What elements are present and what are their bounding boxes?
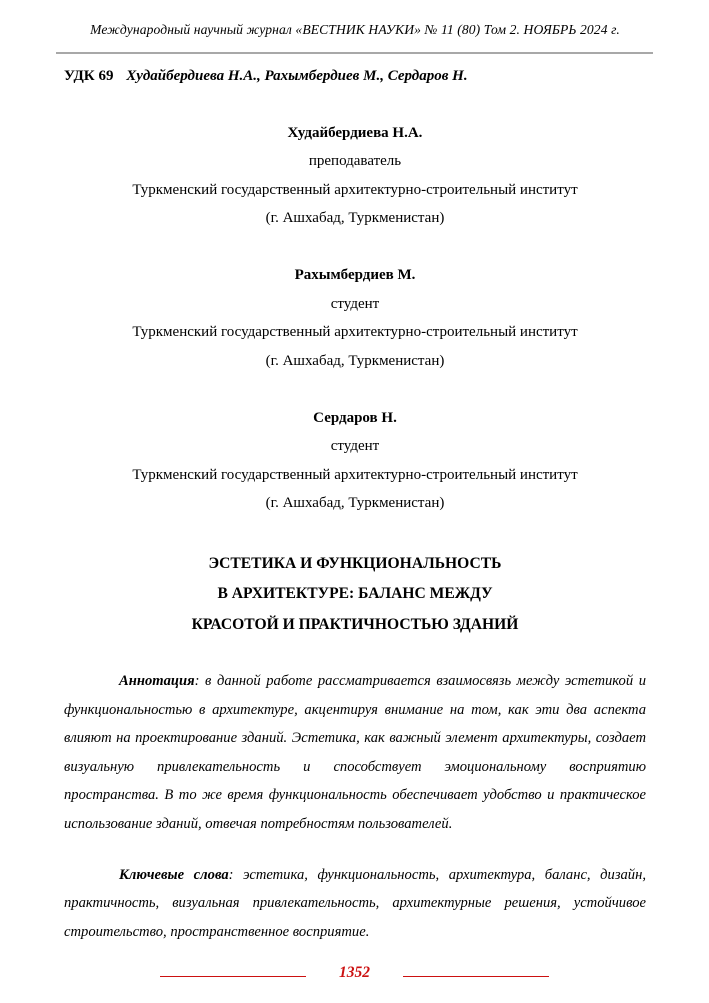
author-block-3 xyxy=(64,404,646,518)
footer-rule-left xyxy=(160,976,306,977)
article-title-line-2: В АРХИТЕКТУРЕ: БАЛАНС МЕЖДУ xyxy=(217,585,493,602)
author-role: преподаватель xyxy=(308,153,402,169)
author-affiliation: Туркменский государственный архитектурно-строительный институт xyxy=(132,466,578,483)
udk-label: УДК 69 xyxy=(64,68,114,84)
author-block-1 xyxy=(64,119,646,233)
abstract-label: Аннотация xyxy=(119,673,195,689)
author-location: (г. Ашхабад, Туркменистан) xyxy=(265,210,445,226)
keywords-text: : эстетика, функциональность, архитектура, баланс, дизайн, практичность, визуальная привлекательность, архитектурные решения, устойчивое строительство, пространственное восприятие. xyxy=(64,866,646,940)
page-number: 1352 xyxy=(339,964,370,981)
journal-header-line: Международный научный журнал «ВЕСТНИК НАУКИ» № 11 (80) Том 2. НОЯБРЬ 2024 г. xyxy=(90,22,620,37)
author-name: Сердаров Н. xyxy=(313,409,397,426)
article-title-line-1: ЭСТЕТИКА И ФУНКЦИОНАЛЬНОСТЬ xyxy=(208,554,502,572)
author-location: (г. Ашхабад, Туркменистан) xyxy=(265,352,445,369)
keywords-label: Ключевые слова xyxy=(119,866,229,883)
abstract-paragraph xyxy=(64,667,646,839)
keywords-paragraph xyxy=(64,861,646,947)
author-role: студент xyxy=(330,295,380,312)
author-name: Рахымбердиев М. xyxy=(294,267,416,283)
author-role: студент xyxy=(330,438,380,454)
article-title-line-3: КРАСОТОЙ И ПРАКТИЧНОСТЬЮ ЗДАНИЙ xyxy=(191,615,519,633)
author-affiliation: Туркменский государственный архитектурно-строительный институт xyxy=(132,324,578,340)
author-name: Худайбердиева Н.А. xyxy=(287,124,423,141)
udk-authors-inline: Худайбердиева Н.А., Рахымбердиев М., Сердаров Н. xyxy=(126,68,468,84)
author-location: (г. Ашхабад, Туркменистан) xyxy=(265,495,445,511)
page-footer xyxy=(0,964,709,982)
abstract-text: : в данной работе рассматривается взаимосвязь между эстетикой и функциональностью в архитектуре, акцентируя внимание на том, как эти два аспекта влияют на проектирование зданий. Эстетика, как важный элемент архитектуры, создает визуальную привлекательность и способствует эмоциональному восприятию пространства. В то же время функциональность обеспечивает удобство и практическое использование зданий, отвечая потребностям пользователей. xyxy=(64,673,646,832)
author-block-2 xyxy=(64,261,646,375)
article-title xyxy=(64,549,646,641)
header-divider xyxy=(56,52,653,54)
footer-rule-right xyxy=(403,976,549,977)
author-affiliation: Туркменский государственный архитектурно-строительный институт xyxy=(132,181,578,198)
udk-line xyxy=(64,63,646,90)
